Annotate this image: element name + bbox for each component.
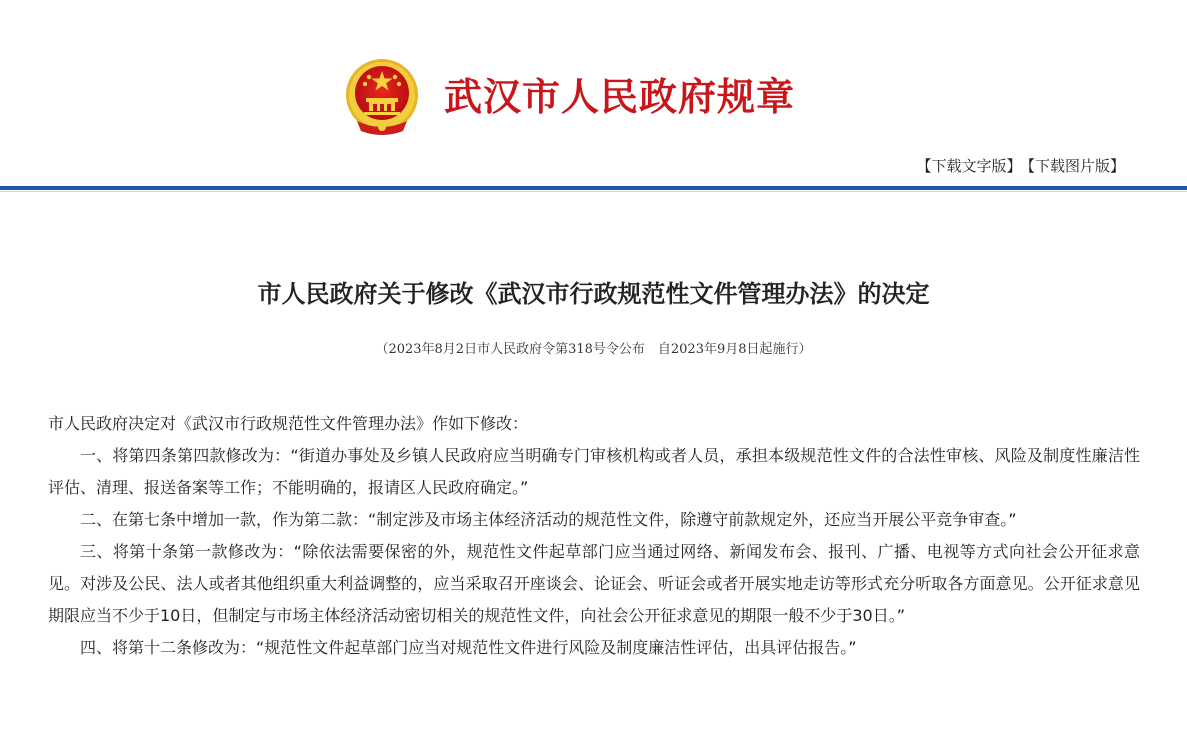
- document-paragraph: 四、将第十二条修改为：“规范性文件起草部门应当对规范性文件进行风险及制度廉洁性评估，出具评估报告。”: [80, 638, 857, 657]
- document-paragraph: 一、将第四条第四款修改为：“街道办事处及乡镇人民政府应当明确专门审核机构或者人员，承担本级规范性文件的合法性审核、风险及制度性廉洁性评估、清理、报送备案等工作；不能明确的，报请区人民政府确定。”: [48, 446, 1140, 497]
- page-header: [0, 0, 1187, 180]
- header-divider: [0, 186, 1187, 190]
- download-text-link[interactable]: 【下载文字版】: [916, 157, 1022, 175]
- document-intro: 市人民政府决定对《武汉市行政规范性文件管理办法》作如下修改：: [48, 414, 529, 433]
- download-image-link[interactable]: 【下载图片版】: [1027, 157, 1125, 175]
- document-paragraph: 三、将第十条第一款修改为：“除依法需要保密的外，规范性文件起草部门应当通过网络、新闻发布会、报刊、广播、电视等方式向社会公开征求意见。对涉及公民、法人或者其他组织重大利益调整的，应当采取召开座谈会、论证会、听证会或者开展实地走访等形式充分听取各方面意见。公开征求意见期限应当不少于10日，但制定与市场主体经济活动密切相关的规范性文件，向社会公开征求意见的期限一般不少于30日。”: [48, 542, 1140, 625]
- header-divider-thin: [0, 191, 1187, 192]
- national-emblem-icon: [345, 57, 419, 139]
- document-title: 市人民政府关于修改《武汉市行政规范性文件管理办法》的决定: [257, 279, 930, 308]
- site-title: 武汉市人民政府规章: [444, 74, 796, 119]
- document-subtitle: （2023年8月2日市人民政府令第318号令公布 自2023年9月8日起施行）: [375, 342, 812, 357]
- download-links: [916, 155, 1125, 176]
- document-body: [48, 408, 1140, 664]
- document-paragraph: 二、在第七条中增加一款，作为第二款：“制定涉及市场主体经济活动的规范性文件，除遵守前款规定外，还应当开展公平竞争审查。”: [80, 510, 1017, 529]
